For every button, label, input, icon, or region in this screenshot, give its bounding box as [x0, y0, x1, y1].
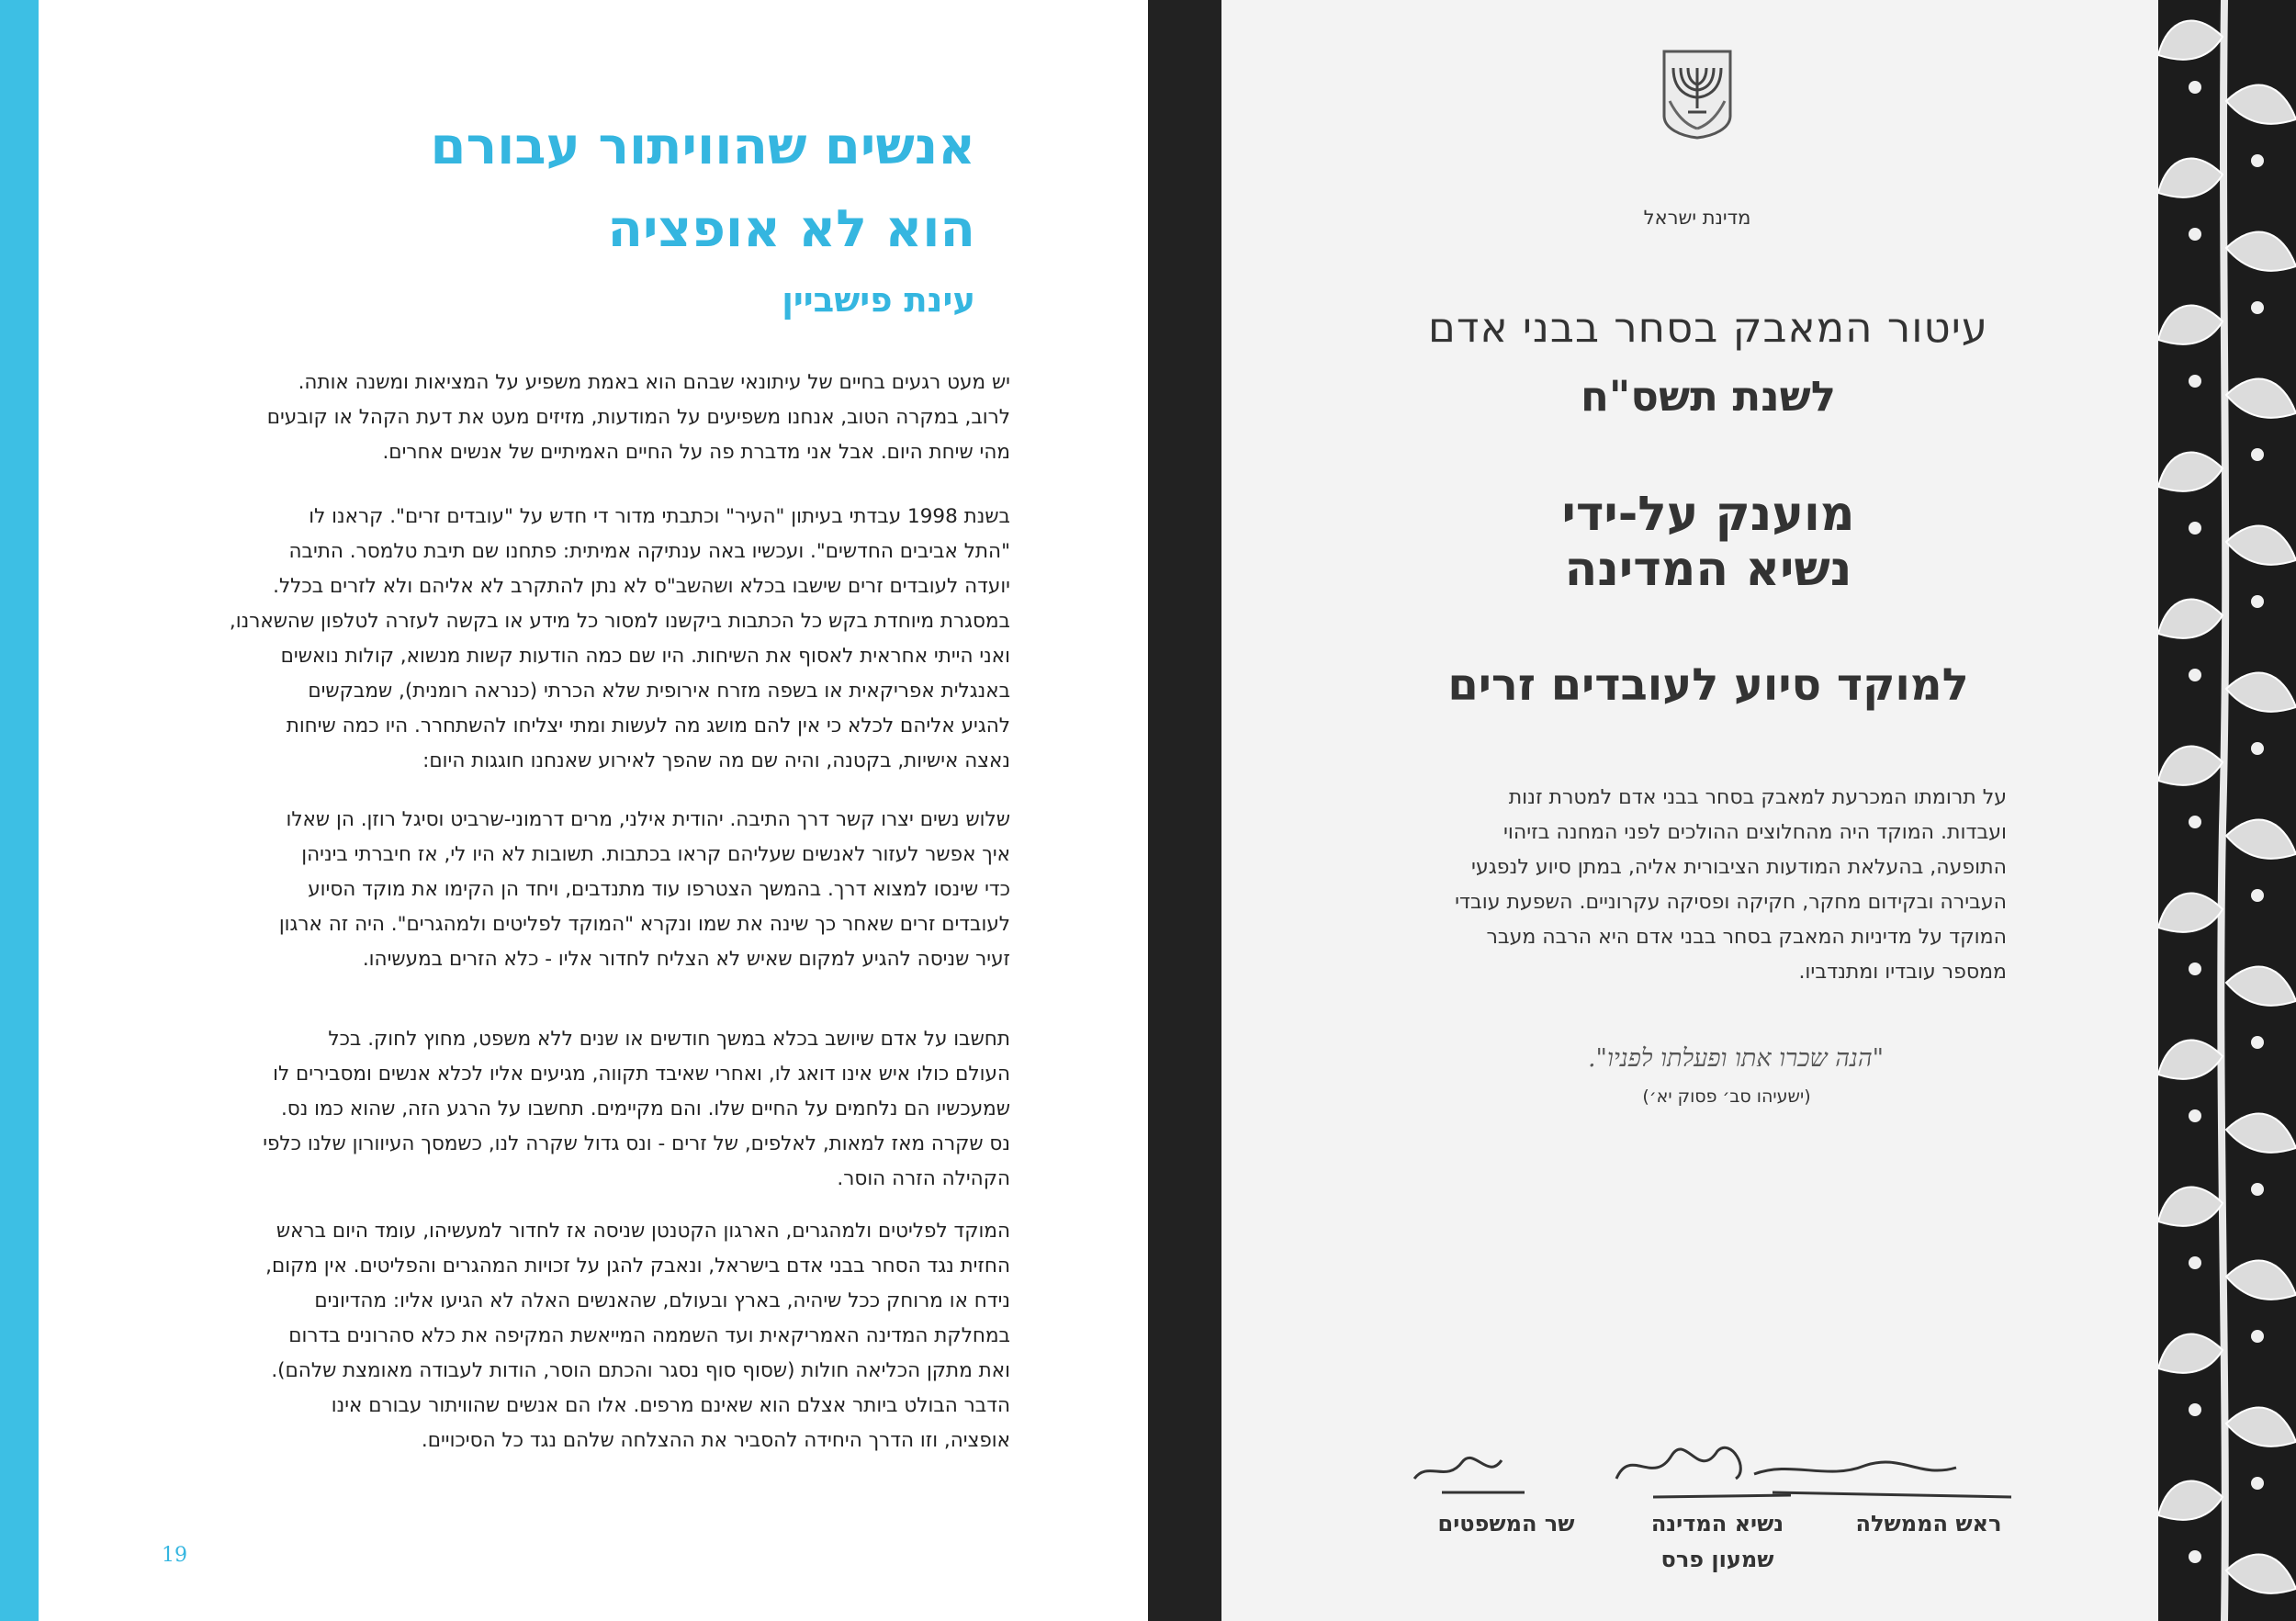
text-line: זעיר שניסה להגיע למקום שאיש לא הצליח לחדור אליו - כלא הזרים במעשיהו.: [362, 948, 1010, 971]
quote-source: (ישעיהו סב׳ פסוק יא׳): [1642, 1086, 1811, 1107]
text-line: המוקד על מדיניות המאבק בסחר בבני אדם היא הרבה מעבר: [1486, 926, 2007, 949]
text-line: העולם כולו איש אינו דואג לו, ואחרי שאיבד תקווה, מגיעים אליו לכלא אנשים ומסבירים לו: [273, 1063, 1010, 1086]
text-line: בשנת 1998 עבדתי בעיתון "העיר" וכתבתי מדור די חדש על "עובדים זרים". קראנו לו: [309, 505, 1010, 528]
signature-justice-minister: [1414, 1458, 1525, 1492]
text-line: ואת מתקן הכליאה חולות (שסוף סוף נסגר והכתם הוסר, הודות לעבודה מאומצת שלהם).: [271, 1359, 1010, 1382]
text-line: באנגלית אפריקאית או בשפה מזרח אירופית שלא הכרתי (כנראה רומנית), שמבקשים: [308, 680, 1010, 703]
text-line: נס שקרה מאז למאות, לאלפים, של זרים - ונס גדול שקרה לנו, כשמסך העיוורון שלנו כלפי: [263, 1132, 1010, 1155]
article-title-line2: הוא לא אופציה: [607, 199, 975, 259]
signatures: [1221, 0, 2296, 1621]
text-line: התופעה, בהעלאת המודעות הציבורית אליה, במתן סיוע לנפגעי: [1471, 856, 2007, 879]
award-year: לשנת תשס"ח: [1581, 372, 1836, 421]
text-line: הקהילה הזרה הוסר.: [837, 1167, 1010, 1190]
state-name: מדינת ישראל: [1643, 207, 1751, 229]
article-paragraph-2: [140, 500, 1010, 779]
text-line: תחשבו על אדם שיושב בכלא במשך חודשים או שנים ללא משפט, מחוץ לחוק. בכל: [328, 1028, 1010, 1051]
text-line: שלוש נשים יצרו קשר דרך התיבה. יהודית אילני, מרים דרמוני-שרביט וסיגל רוזן. הן שאלו: [286, 808, 1010, 831]
signatory-name: שמעון פרס: [1660, 1547, 1774, 1572]
article-paragraph-3: [140, 803, 1010, 977]
text-line: נאצה אישיות, בקטנה, והיה שם מה שהפך לאירוע שאנחנו חוגגות היום:: [422, 749, 1010, 772]
text-line: במסגרת מיוחדת בקש כל הכתבות ביקשנו למסור כל מידע או בקשה לעזרה לטלפון שהשארנו,: [229, 610, 1010, 633]
accent-bar: [0, 0, 39, 1621]
article-title-line1: אנשים שהוויתור עבורם: [430, 117, 975, 176]
text-line: במחלקת המדינה האמריקאית ועד השממה המייאשת המקיפה את כלא סהרונים בדרום: [288, 1324, 1010, 1347]
text-line: יש מעט רגעים בחיים של עיתונאי שבהם הוא באמת משפיע על המציאות ומשנה אותה.: [298, 371, 1010, 394]
text-line: העבירה ובקידום מחקר, חקיקה ופסיקה עקרוניים. השפעת עובדי: [1455, 891, 2007, 914]
handwritten-quote: "הנה שכרו אתו ופעלתו לפניו".: [1587, 1044, 1885, 1073]
text-line: לעובדים זרים שאחר כך שינה את שמו ונקרא "המוקד לפליטים ולמהגרים". היה זה ארגון: [278, 913, 1010, 936]
signatory-title: ראש הממשלה: [1855, 1511, 2002, 1537]
text-line: הדבר הבולט ביותר אצלם הוא שאינם מרפים. אלו הם אנשים שהוויתור עבורם אינו: [331, 1394, 1010, 1417]
text-line: להגיע אליהם לכלא כי אין להם מושג מה לעשות ומתי יצליחו להשתחרר. היו כמה שיחות: [286, 715, 1010, 737]
article-author: עינת פישביין: [782, 280, 975, 320]
article-paragraph-4: [140, 1022, 1010, 1197]
award-title: עיטור המאבק בסחר בבני אדם: [1428, 303, 1988, 352]
book-spine-shadow: [1148, 0, 1221, 1621]
signatory-title: שר המשפטים: [1437, 1511, 1575, 1537]
article-paragraph-5: [140, 1214, 1010, 1458]
text-line: יועדה לעובדים זרים שישבו בכלא ושהשב"ס לא נתן להתקרב לא אליהם ולא לזרים בכלל.: [273, 575, 1010, 598]
given-by-line2: נשיא המדינה: [1564, 542, 1852, 597]
certificate-photo: [1221, 0, 2296, 1621]
text-line: המוקד לפליטים ולמהגרים, הארגון הקטנטן שניסה אז לחדור למעשיהו, עומד היום בראש: [276, 1220, 1010, 1243]
signatory-title: נשיא המדינה: [1650, 1511, 1784, 1537]
given-by-line1: מוענק על-ידי: [1561, 487, 1855, 542]
text-line: נידח או מרוחק ככל שיהיה, בארץ ובעולם, שהאנשים האלה לא הגיעו אליו: מהדיונים: [314, 1289, 1010, 1312]
text-line: ועבדות. המוקד היה מהחלוצים ההולכים לפני המחנה בזיהוי: [1503, 821, 2007, 844]
text-line: ממספר עובדיו ומתנדביו.: [1798, 961, 2007, 984]
signature-prime-minister: [1754, 1462, 2011, 1497]
text-line: איך אפשר לעזור לאנשים שעליהם קראו בכתבות. תשובות לא היו לי, אז חיברתי ביניהן: [301, 843, 1010, 866]
text-line: על תרומתו המכרעת למאבק בסחר בבני אדם למטרת זנות: [1508, 786, 2007, 809]
text-line: לרוב, במקרה הטוב, אנחנו משפיעים על המודעות, מזיזים מעט את דעת הקהל או קובעים: [266, 406, 1010, 429]
text-line: ואני הייתי אחראית לאסוף את השיחות. היו שם כמה הודעות קשות מנשוא, קולות נואשים: [280, 645, 1010, 668]
article-paragraph-1: [140, 366, 1010, 470]
article-page: [39, 0, 1148, 1621]
award-recipient: למוקד סיוע לעובדים זרים: [1447, 659, 1969, 711]
page-number: 19: [162, 1544, 187, 1567]
text-line: החזית נגד הסחר בבני אדם בישראל, ונאבק להגן על זכויות המהגרים והפליטים. אין מקום,: [265, 1255, 1010, 1278]
text-line: כדי שינסו למצוא דרך. בהמשך הצטרפו עוד מתנדבים, ויחד הן הקימו את מוקד הסיוע: [308, 878, 1010, 901]
text-line: שמעכשיו הם נלחמים על החיים שלו. והם מקיימים. תחשבו על הרגע הזה, שהוא כמו נס.: [280, 1098, 1010, 1120]
text-line: מהי שיחת היום. אבל אני מדברת פה על החיים האמיתיים של אנשים אחרים.: [382, 441, 1010, 464]
text-line: אופציה, וזו הדרך היחידה להסביר את ההצלחה שלהם נגד כל הסיכויים.: [421, 1429, 1010, 1452]
text-line: "התל אביבים החדשים". ועכשיו באה ענתיקה אמיתית: פתחנו שם תיבת טלמסר. התיבה: [288, 540, 1010, 563]
